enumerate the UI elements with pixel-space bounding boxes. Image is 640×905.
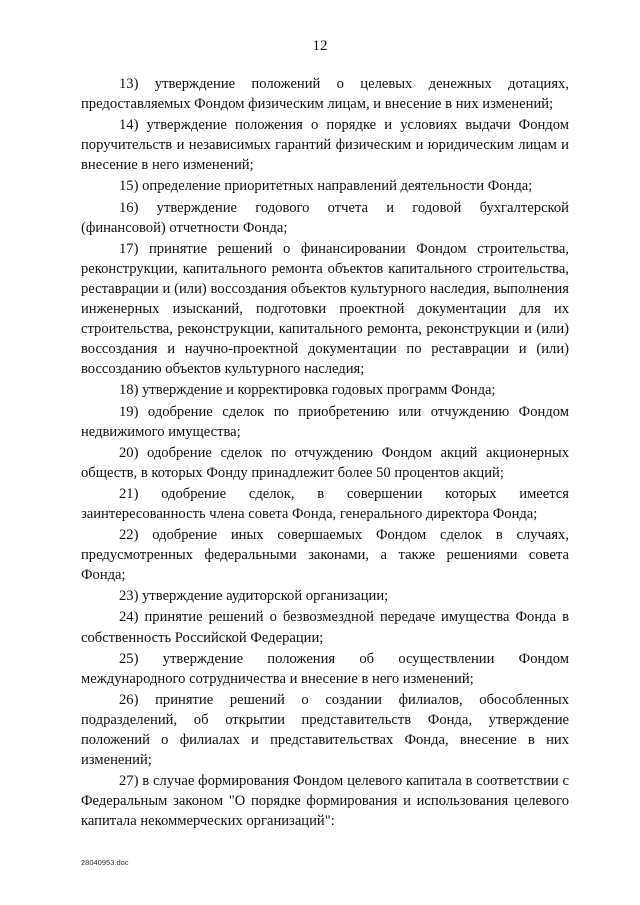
list-item: 25) утверждение положения об осуществлении Фондом международного сотрудничества и внесение в него изменений; <box>81 650 569 687</box>
list-item: 14) утверждение положения о порядке и условиях выдачи Фондом поручительств и независимых гарантий физическим и юридическим лицам и внесение в него изменений; <box>81 117 569 174</box>
list-item: 20) одобрение сделок по отчуждению Фондом акций акционерных обществ, в которых Фонду принадлежит более 50 процентов акций; <box>81 444 569 481</box>
page-number: 12 <box>312 38 328 54</box>
list-item: 24) принятие решений о безвозмездной передаче имущества Фонда в собственность Российской Федерации; <box>81 609 569 646</box>
list-item: 16) утверждение годового отчета и годовой бухгалтерской (финансовой) отчетности Фонда; <box>81 199 569 236</box>
document-body <box>81 74 569 831</box>
list-item: 23) утверждение аудиторской организации; <box>119 588 389 605</box>
list-item: 18) утверждение и корректировка годовых программ Фонда; <box>119 382 496 399</box>
list-item: 27) в случае формирования Фондом целевого капитала в соответствии с Федеральным законом "О порядке формирования и использования целевого капитала некоммерческих организаций": <box>81 773 569 830</box>
list-item: 21) одобрение сделок, в совершении которых имеется заинтересованность члена совета Фонда, генерального директора Фонда; <box>81 485 569 522</box>
list-item: 26) принятие решений о создании филиалов, обособленных подразделений, об открытии представительств Фонда, утверждение положений о филиалах и представительствах Фонда, внесение в них изменений; <box>81 691 569 769</box>
list-item: 13) утверждение положений о целевых денежных дотациях, предоставляемых Фондом физическим лицам, и внесение в них изменений; <box>81 76 569 113</box>
footer-document-code: 28040953.doc <box>81 858 129 867</box>
list-item: 17) принятие решений о финансировании Фондом строительства, реконструкции, капитального ремонта объектов капитального строительства, реставрации и (или) воссоздания объектов культурного наследия, выполнения инженерных изысканий, подготовки проектной документации для их строительства, реконструкции, капитального ремонта, реконструкции и (или) воссоздания и научно-проектной документации по реставрации и (или) воссозданию объектов культурного наследия; <box>81 240 569 378</box>
list-item: 15) определение приоритетных направлений деятельности Фонда; <box>119 178 533 195</box>
list-item: 19) одобрение сделок по приобретению или отчуждению Фондом недвижимого имущества; <box>81 403 569 440</box>
list-item: 22) одобрение иных совершаемых Фондом сделок в случаях, предусмотренных федеральными законами, а также решениями совета Фонда; <box>81 527 569 584</box>
